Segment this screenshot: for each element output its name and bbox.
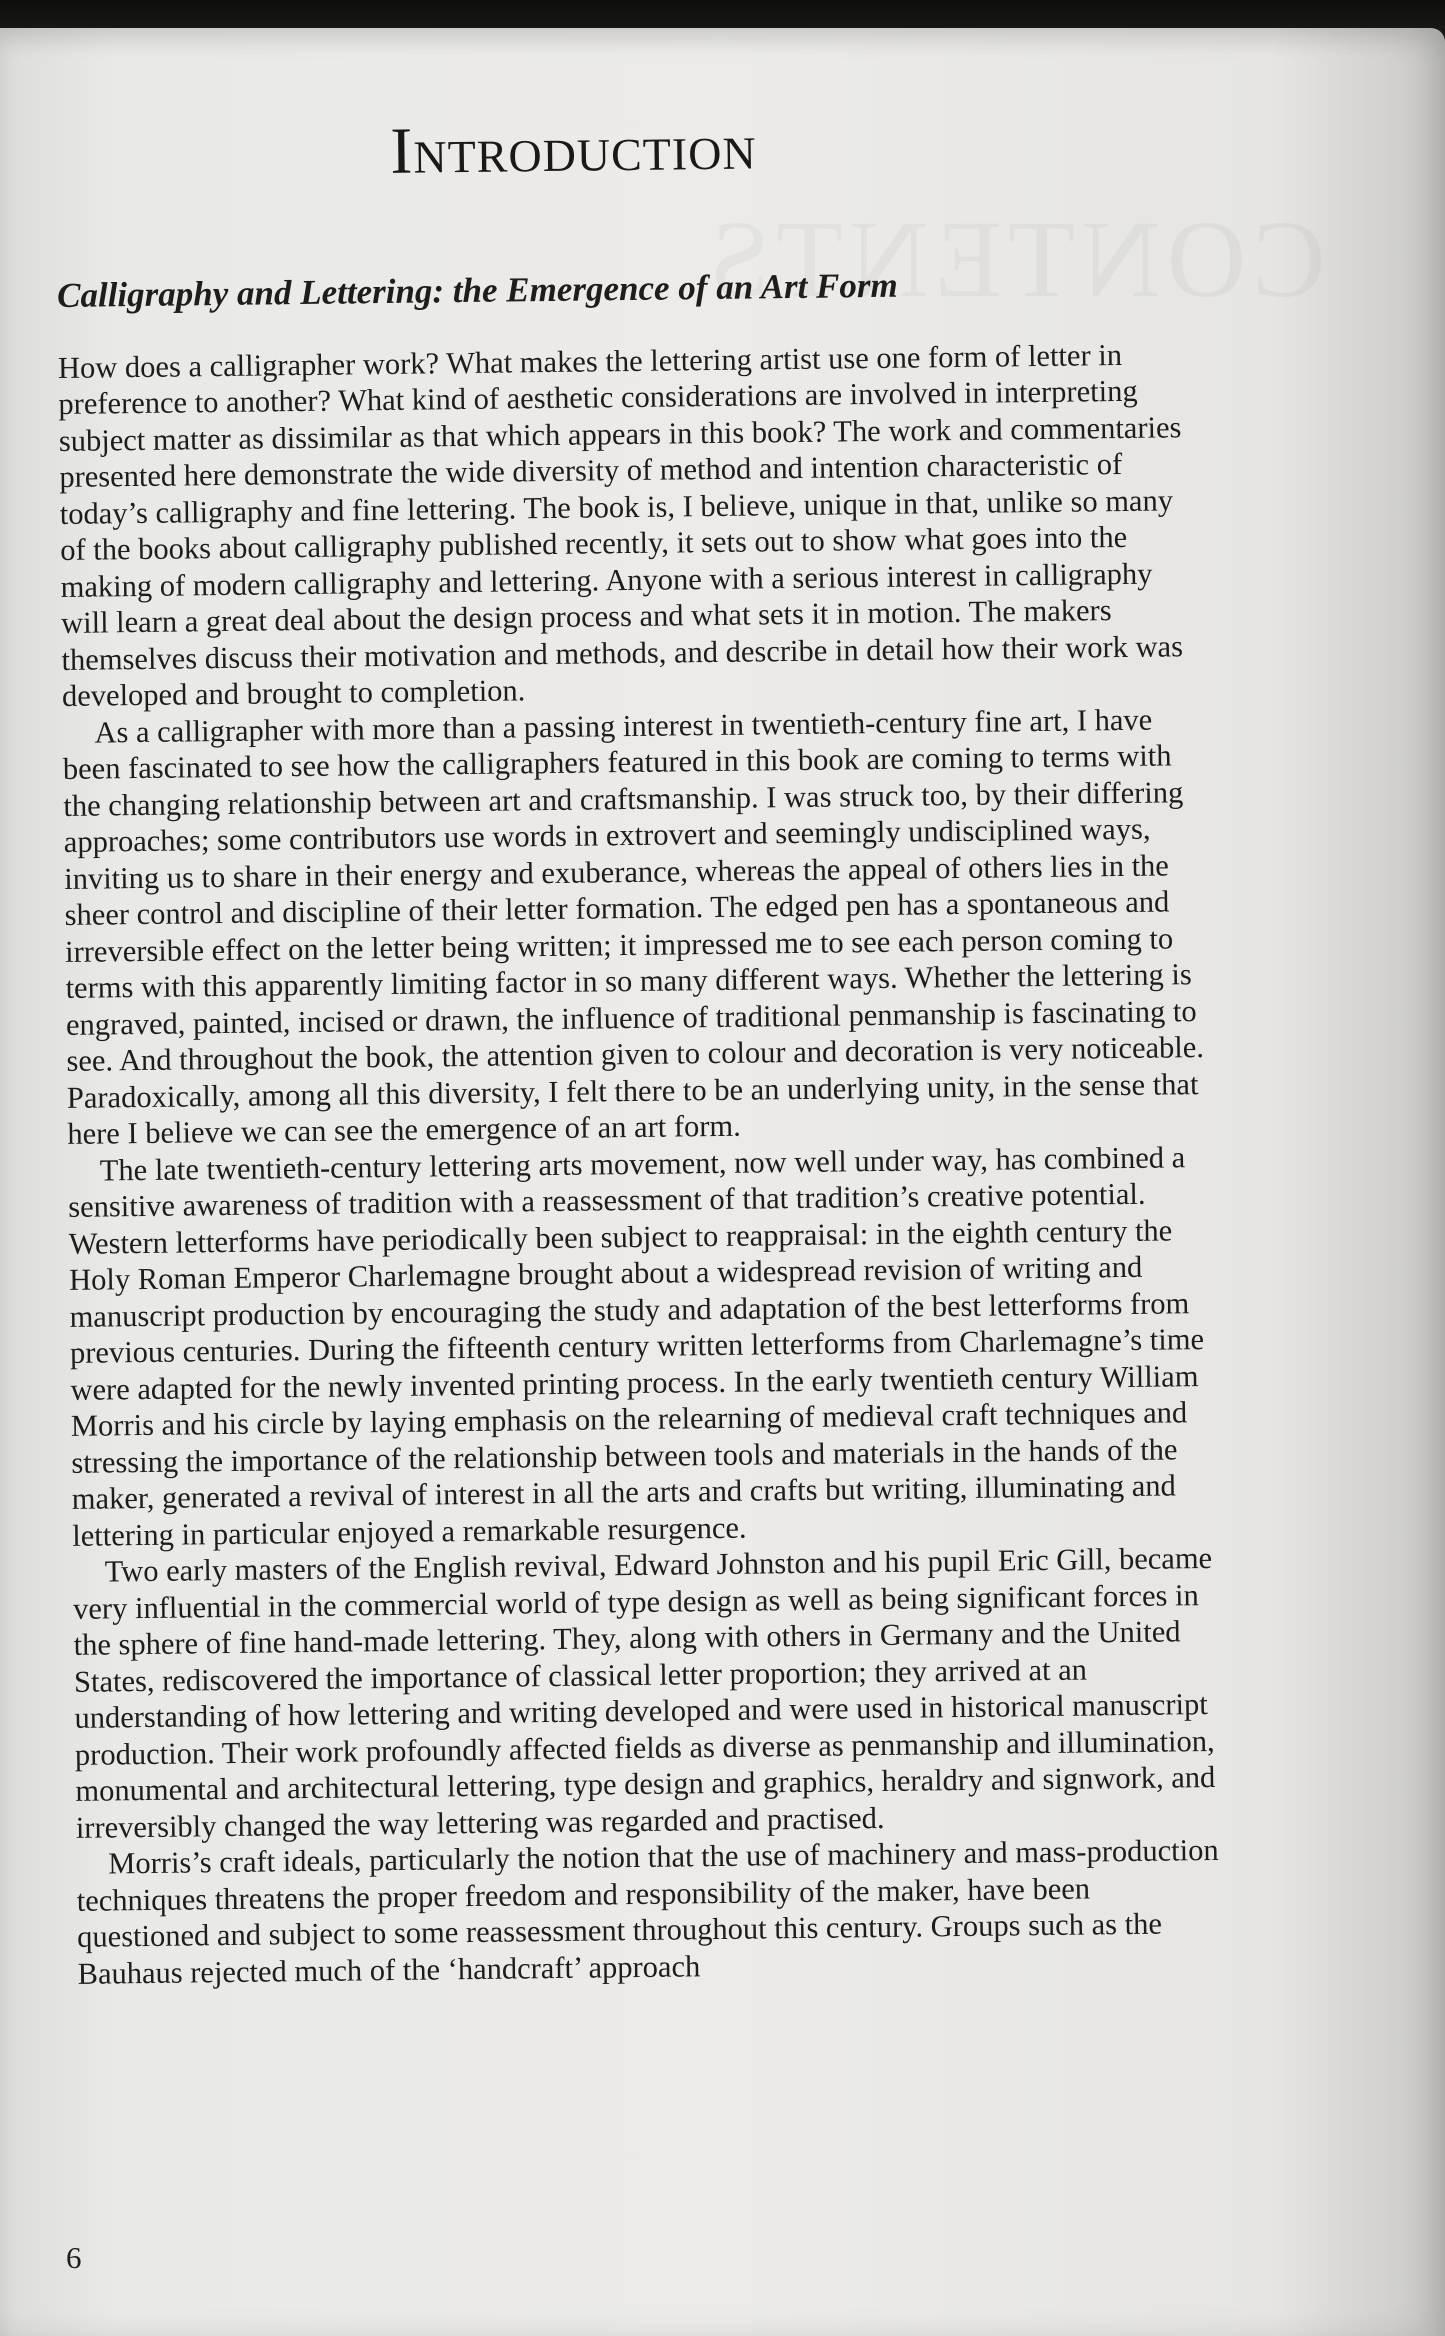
section-subtitle: Calligraphy and Lettering: the Emergence of an Art Form	[56, 265, 898, 315]
body-text	[58, 335, 1223, 1991]
paragraph-4: Two early masters of the English revival, Edward Johnston and his pupil Eric Gill, became very influential in the commercial world of type design as well as being significant forces in the sphere of fine hand-made lettering. They, along with others in Germany and the United States, rediscovered the importance of classical letter proportion; they arrived at an understanding of how lettering and writing developed and were used in historical manuscript production. Their work profoundly affected fields as diverse as penmanship and illumination, monumental and architectural lettering, type design and graphics, heraldry and signwork, and irreversibly changed the way lettering was regarded and practised.	[72, 1540, 1216, 1845]
chapter-title: Introduction	[389, 110, 757, 188]
paragraph-1: How does a calligrapher work? What makes the lettering artist use one form of letter in preference to another? What kind of aesthetic considerations are involved in interpreting subject matter as dissimilar as that which appears in this book? The work and commentaries presented here demonstrate the wide diversity of method and intention characteristic of today’s calligraphy and fine lettering. The book is, I believe, unique in that, unlike so many of the books about calligraphy published recently, it sets out to show what goes into the making of modern calligraphy and lettering. Anyone with a serious interest in calligraphy will learn a great deal about the design process and what sets it in motion. The makers themselves discuss their motivation and methods, and describe in detail how their work was developed and brought to completion.	[57, 337, 1184, 713]
paragraph-2: As a calligrapher with more than a passing interest in twentieth-century fine art, I have been fascinated to see how the calligraphers featured in this book are coming to terms with the changing relationship between art and craftsmanship. I was struck too, by their differing approaches; some contributors use words in extrovert and seemingly undisciplined ways, inviting us to share in their energy and exuberance, whereas the appeal of others lies in the sheer control and discipline of their letter formation. The edged pen has a spontaneous and irreversible effect on the letter being written; it impressed me to see each person coming to terms with this apparently limiting factor in so many different ways. Whether the lettering is engraved, painted, incised or drawn, the influence of traditional penmanship is fascinating to see. And throughout the book, the attention given to colour and decoration is very noticeable. Paradoxically, among all this diversity, I felt there to be an underlying unity, in the sense that here I believe we can see the emergence of an art form.	[62, 702, 1205, 1151]
page-number: 6	[66, 2240, 82, 2275]
paragraph-5: Morris’s craft ideals, particularly the notion that the use of machinery and mass-production techniques threatens the proper freedom and responsibility of the maker, have been questioned and subject to some reassessment throughout this century. Groups such as the Bauhaus rejected much of the ‘handcraft’ approach	[76, 1832, 1219, 1991]
paragraph-3: The late twentieth-century lettering arts movement, now well under way, has combined a sensitive awareness of tradition with a reassessment of that tradition’s creative potential. Western letterforms have periodically been subject to reappraisal: in the eighth century the Holy Roman Emperor Charlemagne brought about a widespread revision of writing and manuscript production by encouraging the study and adaptation of the best letterforms from previous centuries. During the fifteenth century written letterforms from Charlemagne’s time were adapted for the newly invented printing process. In the early twentieth century William Morris and his circle by laying emphasis on the relearning of medieval craft techniques and stressing the importance of the relationship between tools and materials in the hands of the maker, generated a revival of interest in all the arts and crafts but writing, illuminating and lettering in particular enjoyed a remarkable resurgence.	[68, 1139, 1205, 1553]
book-page	[0, 28, 1445, 2336]
page-content	[55, 109, 1223, 1992]
